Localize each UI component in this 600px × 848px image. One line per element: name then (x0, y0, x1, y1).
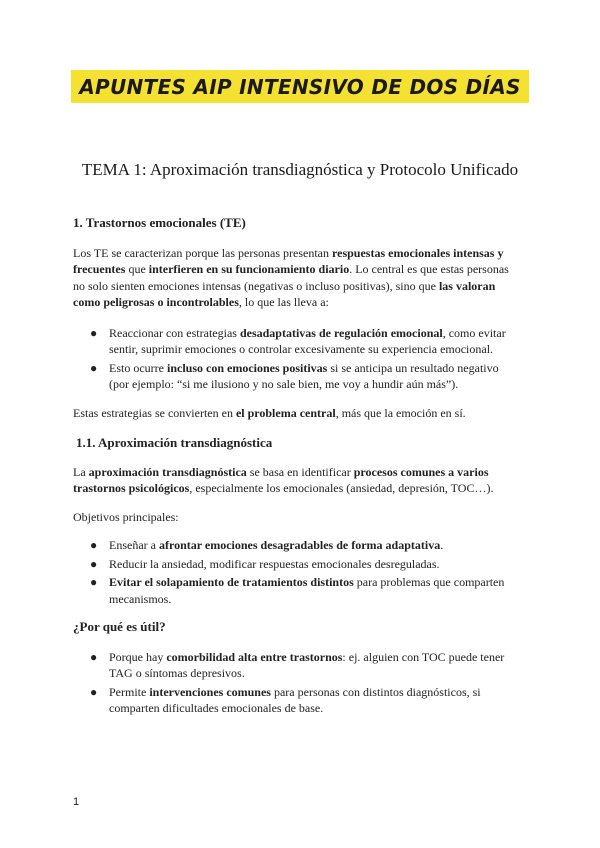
bullet-list-objetivos (73, 537, 513, 607)
list-item (73, 325, 513, 358)
text: si se anticipa un resultado negativo (por ejemplo: “si me ilusiono y no sale bien, me voy a hundir aún más”). (109, 360, 499, 391)
bullet-list-te (73, 325, 513, 393)
text: : ej. alguien con TOC puede tener TAG o síntomas depresivos. (109, 649, 505, 680)
bold-text: incluso con emociones positivas (166, 360, 328, 375)
list-item (73, 574, 513, 607)
text: La (73, 464, 89, 479)
bold-text: intervenciones comunes (149, 684, 271, 699)
text: Permite (109, 684, 150, 699)
list-item (73, 684, 513, 717)
section-heading-transdiagnostica: 1.1. Aproximación transdiagnóstica (76, 435, 273, 450)
bullet-icon: ● (90, 575, 98, 589)
text: , como evitar sentir, suprimir emociones o controlar excesivamente su experiencia emocional. (109, 325, 506, 356)
text: para problemas que comparten mecanismos. (109, 575, 505, 606)
bold-text: comorbilidad alta entre trastornos (166, 649, 343, 664)
page-number: 1 (73, 796, 80, 808)
content (73, 215, 513, 719)
bold-text: procesos comunes a varios trastornos psicológicos (73, 464, 489, 495)
list-item (73, 649, 513, 682)
bold-text: aproximación transdiagnóstica (88, 464, 247, 479)
bullet-list-util (73, 649, 513, 717)
objetivos-label: Objetivos principales: (73, 509, 179, 524)
text: Estas estrategias se convierten en (73, 405, 236, 420)
bullet-icon: ● (90, 360, 98, 375)
text: Reaccionar con estrategias (109, 325, 240, 340)
text: Los TE se caracterizan porque las personas presentan (73, 245, 333, 260)
text: . Lo central es que estas personas no solo sienten emociones intensas (negativas o incluso positivas), sino que (73, 262, 509, 293)
text: se basa en identificar (246, 464, 354, 479)
text: , más que la emoción en sí. (335, 405, 466, 420)
bullet-icon: ● (90, 538, 98, 552)
section-heading-te: 1. Trastornos emocionales (TE) (73, 215, 246, 230)
list-item (73, 360, 513, 393)
text: que (125, 262, 149, 276)
section-heading-util: ¿Por qué es útil? (73, 619, 166, 634)
text: Enseñar a (109, 538, 159, 552)
bold-text: desadaptativas de regulación emocional (239, 325, 443, 340)
text: . (440, 538, 444, 552)
tema-title: TEMA 1: Aproximación transdiagnóstica y Protocolo Unificado (81, 160, 519, 179)
text: , especialmente los emocionales (ansiedad, depresión, TOC…). (189, 481, 494, 495)
list-item (73, 556, 513, 573)
bold-text: respuestas emocionales intensas y frecuentes (73, 245, 504, 276)
banner-wrap (0, 70, 600, 103)
document-banner-title: APUNTES AIP INTENSIVO DE DOS DÍAS (71, 70, 529, 103)
bullet-icon: ● (90, 325, 98, 340)
list-item (73, 537, 513, 554)
bold-text: afrontar emociones desagradables de forma adaptativa (158, 538, 441, 552)
paragraph-transdiagnostica (73, 464, 513, 497)
text: Esto ocurre (109, 360, 167, 375)
bullet-icon: ● (90, 556, 98, 571)
bold-text: Evitar el solapamiento de tratamientos distintos (109, 575, 354, 589)
paragraph-te-conclusion (73, 405, 513, 422)
text: Reducir la ansiedad, modificar respuestas emocionales desreguladas. (109, 556, 440, 571)
bullet-icon: ● (90, 649, 98, 664)
bold-text: interfieren en su funcionamiento diario (148, 262, 350, 276)
bold-text: el problema central (235, 405, 336, 420)
paragraph-te-intro (73, 245, 513, 311)
text: para personas con distintos diagnósticos, si comparten dificultades emocionales de base. (109, 684, 481, 715)
bold-text: las valoran como peligrosas o incontrolables (73, 278, 496, 309)
text: Porque hay (109, 649, 167, 664)
text: , lo que las lleva a: (238, 295, 329, 309)
bullet-icon: ● (90, 684, 98, 699)
